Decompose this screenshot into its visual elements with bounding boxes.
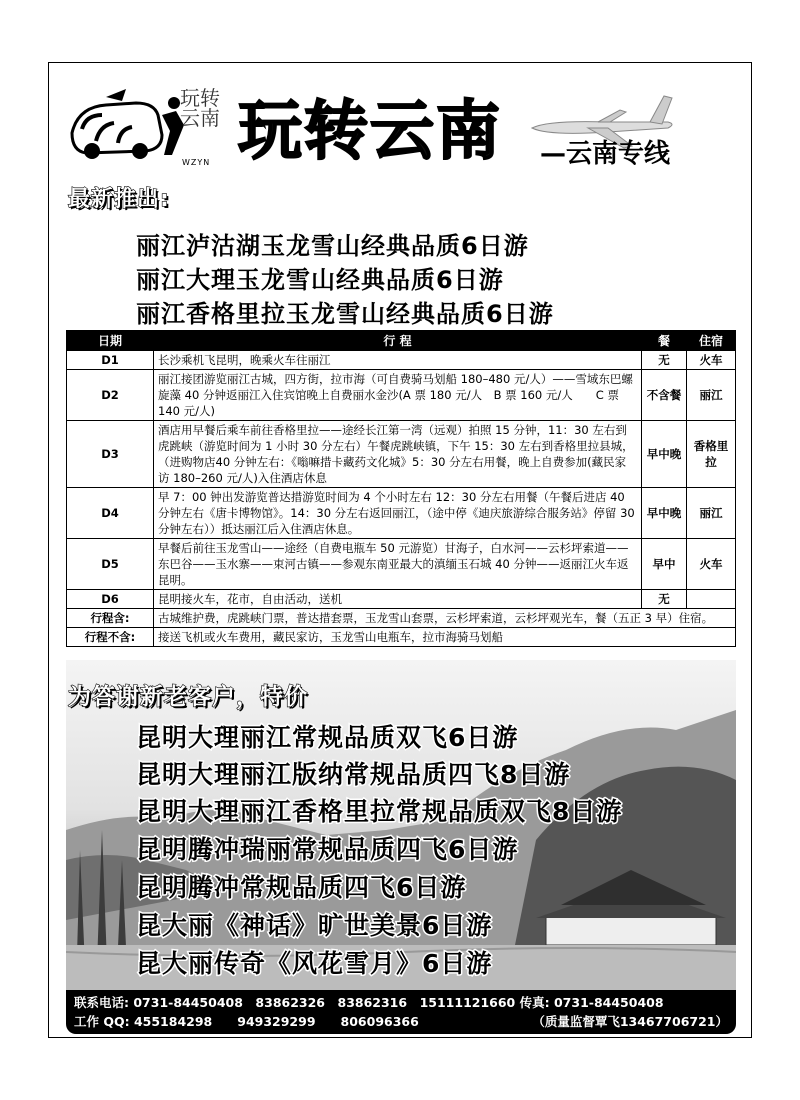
supervisor-contact: （质量监督覃飞13467706721） [532, 1014, 728, 1029]
row-day: D1 [67, 351, 154, 370]
table-row [67, 370, 736, 421]
logo-sub: WZYN [182, 158, 211, 167]
table-row [67, 488, 736, 539]
table-row [67, 609, 736, 628]
latest-label: 最新推出: [68, 187, 170, 212]
contact-bar [66, 990, 736, 1034]
row-day: D2 [67, 370, 154, 421]
table-row [67, 628, 736, 647]
latest-tour: 丽江泸沽湖玉龙雪山经典品质6日游 [136, 232, 529, 260]
fax-label: 传真: [519, 995, 550, 1010]
table-header-row [67, 331, 736, 351]
row-desc: 昆明接火车，花市，自由活动，送机 [154, 590, 642, 609]
special-tour: 昆明腾冲瑞丽常规品质四飞6日游 [136, 835, 519, 864]
page-subtitle: —云南专线 [540, 139, 671, 169]
table-row [67, 539, 736, 590]
row-meal: 无 [642, 351, 687, 370]
itinerary-table [66, 330, 736, 647]
row-meal: 无 [642, 590, 687, 609]
row-desc: 接送飞机或火车费用，藏民家访，玉龙雪山电瓶车，拉市海骑马划船 [154, 628, 736, 647]
latest-tour: 丽江大理玉龙雪山经典品质6日游 [136, 266, 504, 294]
fax-number: 0731-84450408 [553, 995, 664, 1010]
qq-label: 工作 QQ: [74, 1014, 130, 1029]
row-meal: 早中晚 [642, 488, 687, 539]
row-stay: 火车 [687, 539, 736, 590]
special-tour: 昆明大理丽江香格里拉常规品质双飞8日游 [136, 797, 623, 826]
phone-label: 联系电话: [74, 995, 129, 1010]
page-title: 玩转云南 [238, 95, 502, 169]
row-desc: 长沙乘机飞昆明，晚乘火车往丽江 [154, 351, 642, 370]
row-day: D5 [67, 539, 154, 590]
row-day: D3 [67, 421, 154, 488]
row-day: D6 [67, 590, 154, 609]
row-desc: 古城维护费，虎跳峡门票，普达措套票，玉龙雪山套票，云杉坪索道，云杉坪观光车，餐（五正 3 早）住宿。 [154, 609, 736, 628]
row-meal: 不含餐 [642, 370, 687, 421]
header-stay: 住宿 [687, 331, 736, 351]
special-tour: 昆明大理丽江常规品质双飞6日游 [136, 723, 519, 752]
special-tour: 昆大丽传奇《风花雪月》6日游 [136, 949, 493, 978]
header-date: 日期 [67, 331, 154, 351]
table-row [67, 351, 736, 370]
row-desc: 早 7：00 钟出发游览普达措游览时间为 4 个小时左右 12：30 分左右用餐（午餐后进店 40 分钟左右《唐卡博物馆》。14：30 分左右返回丽江，（途中停《迪庆旅游综合服务站》停留 30 分钟左右））抵达丽江后入住酒店休息。 [154, 488, 642, 539]
phone-numbers: 0731-84450408 83862326 83862316 15111121660 [133, 995, 516, 1010]
special-tour: 昆明大理丽江版纳常规品质四飞8日游 [136, 760, 571, 789]
contact-phone-line [74, 993, 728, 1012]
header-route: 行 程 [154, 331, 642, 351]
row-meal: 早中 [642, 539, 687, 590]
header-meal: 餐 [642, 331, 687, 351]
table-row [67, 421, 736, 488]
row-desc: 早餐后前往玉龙雪山——途经（自费电瓶车 50 元游览）甘海子，白水河——云杉坪索道——东巴谷——玉水寨——束河古镇——参观东南亚最大的滇缅玉石城 40 分钟——返丽江火车返昆明。 [154, 539, 642, 590]
special-tour: 昆大丽《神话》旷世美景6日游 [136, 911, 493, 940]
row-stay: 火车 [687, 351, 736, 370]
row-stay [687, 590, 736, 609]
logo-text: 玩转云南 [180, 86, 220, 130]
row-stay: 香格里拉 [687, 421, 736, 488]
row-day: 行程不含: [67, 628, 154, 647]
table-row [67, 590, 736, 609]
row-desc: 丽江接团游览丽江古城，四方街，拉市海（可自费骑马划船 180–480 元/人）——雪域东巴螺旋藻 40 分钟返丽江入住宾馆晚上自费丽水金沙(A 票 180 元/人 B 票 160 元/人 C 票 140 元/人) [154, 370, 642, 421]
special-label: 为答谢新老客户，特价 [68, 684, 308, 710]
row-day: D4 [67, 488, 154, 539]
contact-qq-line [74, 1012, 728, 1031]
special-tour: 昆明腾冲常规品质四飞6日游 [136, 873, 467, 902]
row-meal: 早中晚 [642, 421, 687, 488]
qq-numbers: 455184298 949329299 806096366 [133, 1014, 419, 1029]
row-desc: 酒店用早餐后乘车前往香格里拉——途经长江第一湾（远观）拍照 15 分钟，11：30 左右到虎跳峡（游览时间为 1 小时 30 分左右）午餐虎跳峡镇，下午 15：30 左右到香格里拉县城，（进购物店40 分钟左右：《嗡嘛措卡藏药文化城》5：30 分左右用餐，晚上自费参加(藏民家访 180–260 元/人)入住酒店休息 [154, 421, 642, 488]
row-day: 行程含: [67, 609, 154, 628]
row-stay: 丽江 [687, 488, 736, 539]
row-stay: 丽江 [687, 370, 736, 421]
latest-tour: 丽江香格里拉玉龙雪山经典品质6日游 [136, 300, 554, 328]
